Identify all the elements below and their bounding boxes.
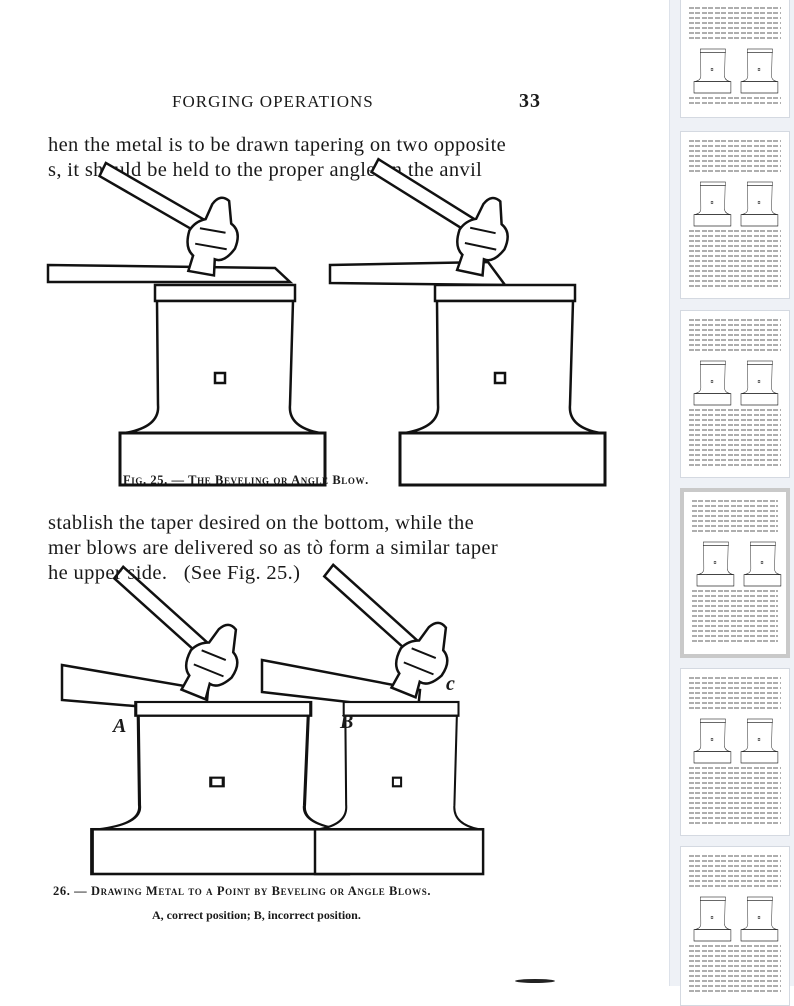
thumbnail-text-line: [689, 230, 781, 232]
page-number: 33: [519, 90, 541, 112]
thumbnail-text-line: [689, 449, 781, 451]
thumbnail-text-line: [692, 630, 778, 632]
thumbnail-text-line: [689, 250, 781, 252]
figure-label-c: c: [446, 673, 455, 695]
thumbnail-text-line: [689, 812, 781, 814]
thumbnail-text-line: [689, 22, 781, 24]
thumbnail-figure: [686, 351, 786, 406]
thumbnail-text-line: [692, 620, 778, 622]
thumbnail-text-line: [692, 605, 778, 607]
thumbnail-text-line: [689, 429, 781, 431]
thumbnail-text-line: [689, 870, 781, 872]
thumbnail-figure: [686, 709, 786, 764]
thumbnail-text-line: [689, 329, 781, 331]
thumbnail-text-line: [689, 965, 781, 967]
thumbnail-text-line: [689, 682, 781, 684]
thumbnail-text-line: [689, 855, 781, 857]
thumbnail-text-line: [689, 772, 781, 774]
thumbnail-text-line: [689, 980, 781, 982]
thumbnail-text-line: [689, 797, 781, 799]
thumbnail-text-line: [692, 595, 778, 597]
thumbnail-text-line: [689, 334, 781, 336]
paragraph-line: stablish the taper desired on the bottom, while the: [48, 512, 475, 534]
paragraph-line: he upper side. (See Fig. 25.): [48, 562, 301, 584]
thumbnail-sidebar[interactable]: [669, 0, 794, 986]
thumbnail-text-line: [689, 955, 781, 957]
thumbnail-text-line: [689, 782, 781, 784]
thumbnail-text-line: [689, 950, 781, 952]
thumbnail-text-line: [689, 7, 781, 9]
thumbnail-text-line: [689, 880, 781, 882]
thumbnail-text-line: [689, 945, 781, 947]
fig25-left-anvil: [48, 162, 325, 485]
thumbnail-text-line: [692, 610, 778, 612]
thumbnail-text-line: [692, 625, 778, 627]
thumbnail-text-line: [692, 500, 778, 502]
thumbnail-text-line: [689, 677, 781, 679]
thumbnail-text-line: [689, 787, 781, 789]
thumbnail-figure: [686, 39, 786, 94]
thumbnail-text-line: [689, 235, 781, 237]
thumbnail-text-line: [689, 97, 781, 99]
thumbnail-text-line: [689, 409, 781, 411]
thumbnail-figure: [686, 172, 786, 227]
thumbnail-text-line: [689, 777, 781, 779]
thumbnail-text-line: [689, 245, 781, 247]
thumbnail-figure: [686, 887, 786, 942]
thumbnail-text-line: [689, 802, 781, 804]
thumbnail-text-line: [689, 255, 781, 257]
thumbnail-text-line: [689, 17, 781, 19]
thumbnail-text-line: [689, 339, 781, 341]
thumbnail-text-line: [689, 985, 781, 987]
thumbnail-text-line: [689, 860, 781, 862]
thumbnail-text-line: [692, 640, 778, 642]
thumbnail-text-line: [692, 600, 778, 602]
paragraph-line: mer blows are delivered so as tò form a similar taper: [48, 537, 499, 559]
thumbnail-text-line: [689, 875, 781, 877]
figure-label-a: A: [113, 715, 127, 737]
thumbnail-text-line: [689, 240, 781, 242]
thumbnail-text-line: [689, 280, 781, 282]
thumbnail-text-line: [689, 102, 781, 104]
figure-label-b: B: [340, 711, 354, 733]
thumbnail-text-line: [689, 464, 781, 466]
paragraph-line: hen the metal is to be drawn tapering on two opposite: [48, 134, 507, 156]
thumbnail-text-line: [689, 975, 781, 977]
figure-25-caption: Fig. 25. — The Beveling or Angle Blow.: [123, 473, 369, 487]
thumbnail-text-line: [689, 145, 781, 147]
page-thumbnail[interactable]: [680, 131, 790, 299]
page-thumbnail[interactable]: [680, 310, 790, 478]
thumbnail-text-line: [689, 319, 781, 321]
thumbnail-text-line: [689, 424, 781, 426]
thumbnail-text-line: [689, 275, 781, 277]
thumbnail-text-line: [689, 344, 781, 346]
thumbnail-text-line: [689, 414, 781, 416]
thumbnail-text-line: [689, 692, 781, 694]
thumbnail-text-line: [689, 807, 781, 809]
thumbnail-text-line: [689, 702, 781, 704]
thumbnail-text-line: [689, 822, 781, 824]
page-thumbnail[interactable]: [680, 846, 790, 1006]
figure-26-caption: 26. — Drawing Metal to a Point by Beveling or Angle Blows.: [53, 884, 432, 898]
figure-26-subcaption: A, correct position; B, incorrect position.: [152, 908, 361, 922]
thumbnail-text-line: [689, 419, 781, 421]
thumbnail-text-line: [689, 687, 781, 689]
thumbnail-text-line: [689, 960, 781, 962]
thumbnail-text-line: [689, 150, 781, 152]
thumbnail-text-line: [689, 160, 781, 162]
thumbnail-text-line: [692, 505, 778, 507]
fig25-right-anvil: [330, 158, 605, 485]
thumbnail-text-line: [692, 510, 778, 512]
thumbnail-text-line: [689, 265, 781, 267]
thumbnail-text-line: [692, 525, 778, 527]
thumbnail-text-line: [689, 165, 781, 167]
thumbnail-text-line: [689, 990, 781, 992]
thumbnail-text-line: [689, 439, 781, 441]
thumbnail-figure: [689, 532, 789, 587]
thumbnail-text-line: [692, 615, 778, 617]
thumbnail-text-line: [689, 697, 781, 699]
thumbnail-text-line: [689, 260, 781, 262]
fig26-a-anvil: [62, 565, 348, 874]
thumbnail-text-line: [689, 767, 781, 769]
page-thumbnail-selected[interactable]: [680, 488, 790, 658]
thumbnail-text-line: [689, 454, 781, 456]
thumbnail-text-line: [692, 520, 778, 522]
thumbnail-text-line: [689, 434, 781, 436]
thumbnail-text-line: [689, 865, 781, 867]
running-head: FORGING OPERATIONS: [172, 92, 374, 111]
thumbnail-text-line: [689, 970, 781, 972]
thumbnail-text-line: [692, 515, 778, 517]
page-thumbnail[interactable]: [680, 0, 790, 118]
thumbnail-text-line: [689, 444, 781, 446]
thumbnail-text-line: [689, 459, 781, 461]
thumbnail-text-line: [689, 270, 781, 272]
next-page-edge: [515, 979, 555, 983]
thumbnail-text-line: [689, 817, 781, 819]
thumbnail-text-line: [689, 27, 781, 29]
thumbnail-text-line: [689, 12, 781, 14]
thumbnail-text-line: [689, 285, 781, 287]
thumbnail-text-line: [689, 155, 781, 157]
thumbnail-text-line: [689, 324, 781, 326]
thumbnail-text-line: [692, 635, 778, 637]
thumbnail-text-line: [689, 792, 781, 794]
page-thumbnail[interactable]: [680, 668, 790, 836]
thumbnail-text-line: [692, 590, 778, 592]
thumbnail-text-line: [689, 140, 781, 142]
paragraph-line: s, it should be held to the proper angle on the anvil: [48, 159, 483, 181]
thumbnail-text-line: [689, 32, 781, 34]
